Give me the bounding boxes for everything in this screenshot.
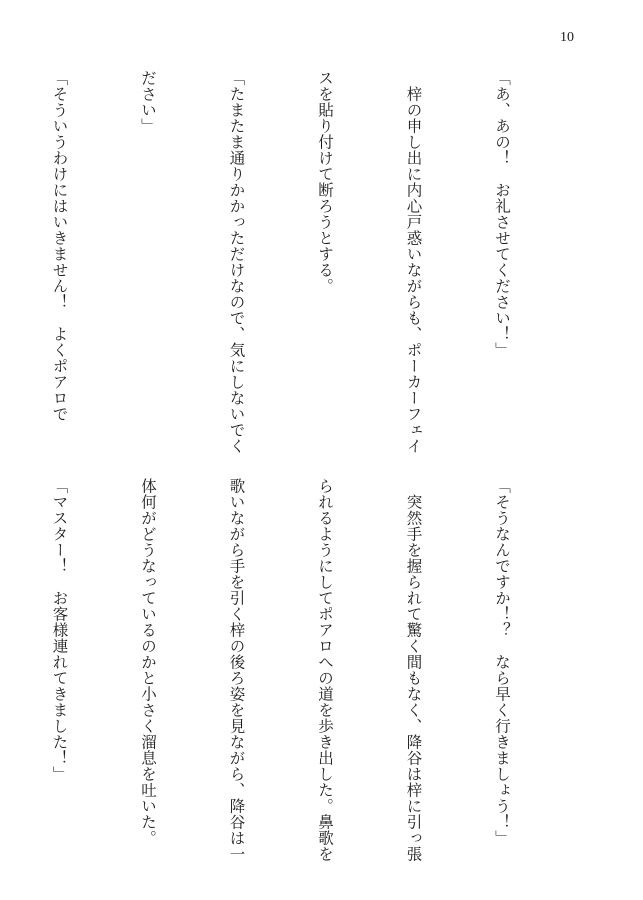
text-line: られるようにしてポアロへの道を歩き出した。鼻歌を [316, 478, 334, 862]
text-block-bottom [50, 478, 575, 862]
text-line: 「そうなんですか！？ なら早く行きましょう！」 [493, 478, 511, 846]
text-line: 「あ、あの！ お礼させてください！」 [493, 70, 511, 358]
text-line: 歌いながら手を引く梓の後ろ姿を見ながら、降谷は一 [227, 478, 246, 862]
text-line: 「そういうわけにはいきません！ よくポアロで [50, 70, 69, 422]
text-line: 梓の申し出に内心戸惑いながらも、ポーカーフェイ [404, 70, 423, 454]
text-line: 「たまたま通りかかっただけなので、気にしないでく [227, 70, 246, 454]
text-line: スを貼り付けて断ろうとする。 [316, 70, 334, 294]
text-line: 突然手を握られて驚く間もなく、降谷は梓に引っ張 [404, 478, 423, 862]
text-line: 「マスター！ お客様連れてきました！」 [50, 478, 69, 782]
text-block-top [50, 70, 575, 454]
page-number: 10 [560, 30, 574, 45]
text-line: 体何がどうなっているのかと小さく溜息を吐いた。 [139, 478, 157, 846]
text-line: ださい」 [139, 70, 157, 134]
